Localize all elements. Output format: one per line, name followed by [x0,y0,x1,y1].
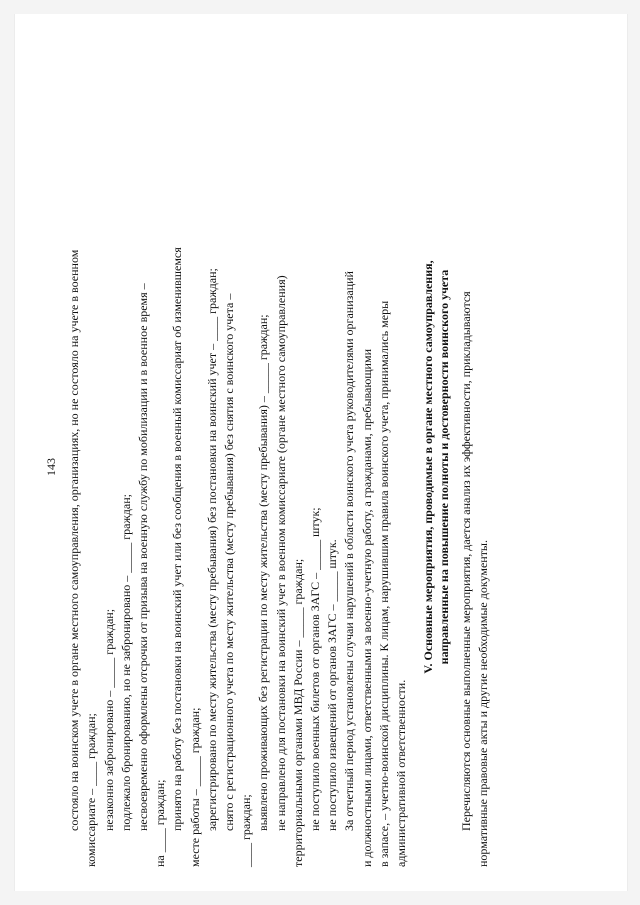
text-line: не поступило извещений от органов ЗАГС – _____ штук. [325,539,340,831]
text-line: в запасе, – учетно-воинской дисциплины. К лицам, нарушившим правила воинского учета, принимались меры [376,300,391,867]
text-line: состояло на воинском учете в органе местного самоуправления, организациях, но не состояло на учете в военном [67,249,82,831]
text-line: нормативные правовые акты и другие необходимые документы. [476,540,491,867]
text-line: снято с регистрационного учета по месту жительства (месту пребывания) без снятия с воинского учета – [222,293,237,831]
page-number: 143 [44,458,58,476]
text-line: на ____ граждан; [153,779,168,867]
section-title [420,67,452,867]
rotated-text-block [43,67,603,867]
text-line: и должностными лицами, ответственными за военно-учетную работу, а гражданами, пребывающими [359,349,374,867]
text-line: ____ граждан; [239,794,254,867]
text-line: незаконно забронировано – _____ граждан; [101,608,116,831]
section-title-line-2: направленные на повышение полноты и достоверности воинского учета [437,269,452,665]
text-line: комиссариате – ____ граждан; [84,713,99,867]
text-line: За отчетный период установлены случаи нарушений в области воинского учета руководителями организаций [342,271,357,831]
closing-text [458,67,492,867]
text-line: выявлено проживающих без регистрации по месту жительства (месту пребывания) – _____ граждан; [256,314,271,831]
text-line: несвоевременно оформлены отсрочки от призыва на военную службу по мобилизации и в военное время – [136,283,151,831]
text-line: административной ответственности. [394,679,409,867]
document-page [14,14,628,891]
text-line: принято на работу без постановки на воинский учет или без сообщения в военный комиссариат об изменившемся [170,247,185,831]
text-line: Перечисляются основные выполненные мероприятия, дается анализ их эффективности, прикладываются [459,291,474,831]
text-line: подлежало бронированию, но не забронировано – _____ граждан; [118,494,133,831]
text-line: зарегистрировано по месту жительства (месту пребывания) без постановки на воинский учет – ____ граждан; [204,268,219,831]
body-text [66,67,410,867]
text-line: не направлено для постановки на воинский учет в военном комиссариате (органе местного самоуправления) [273,275,288,831]
text-line: территориальными органами МВД России – _____ граждан; [290,558,305,867]
text-line: месте работы – _____ граждан; [187,707,202,867]
text-line: не поступило военных билетов от органов ЗАГС – _____ штук; [308,507,323,831]
section-title-line-1: V. Основные мероприятия, проводимые в органе местного самоуправления, [421,260,436,674]
